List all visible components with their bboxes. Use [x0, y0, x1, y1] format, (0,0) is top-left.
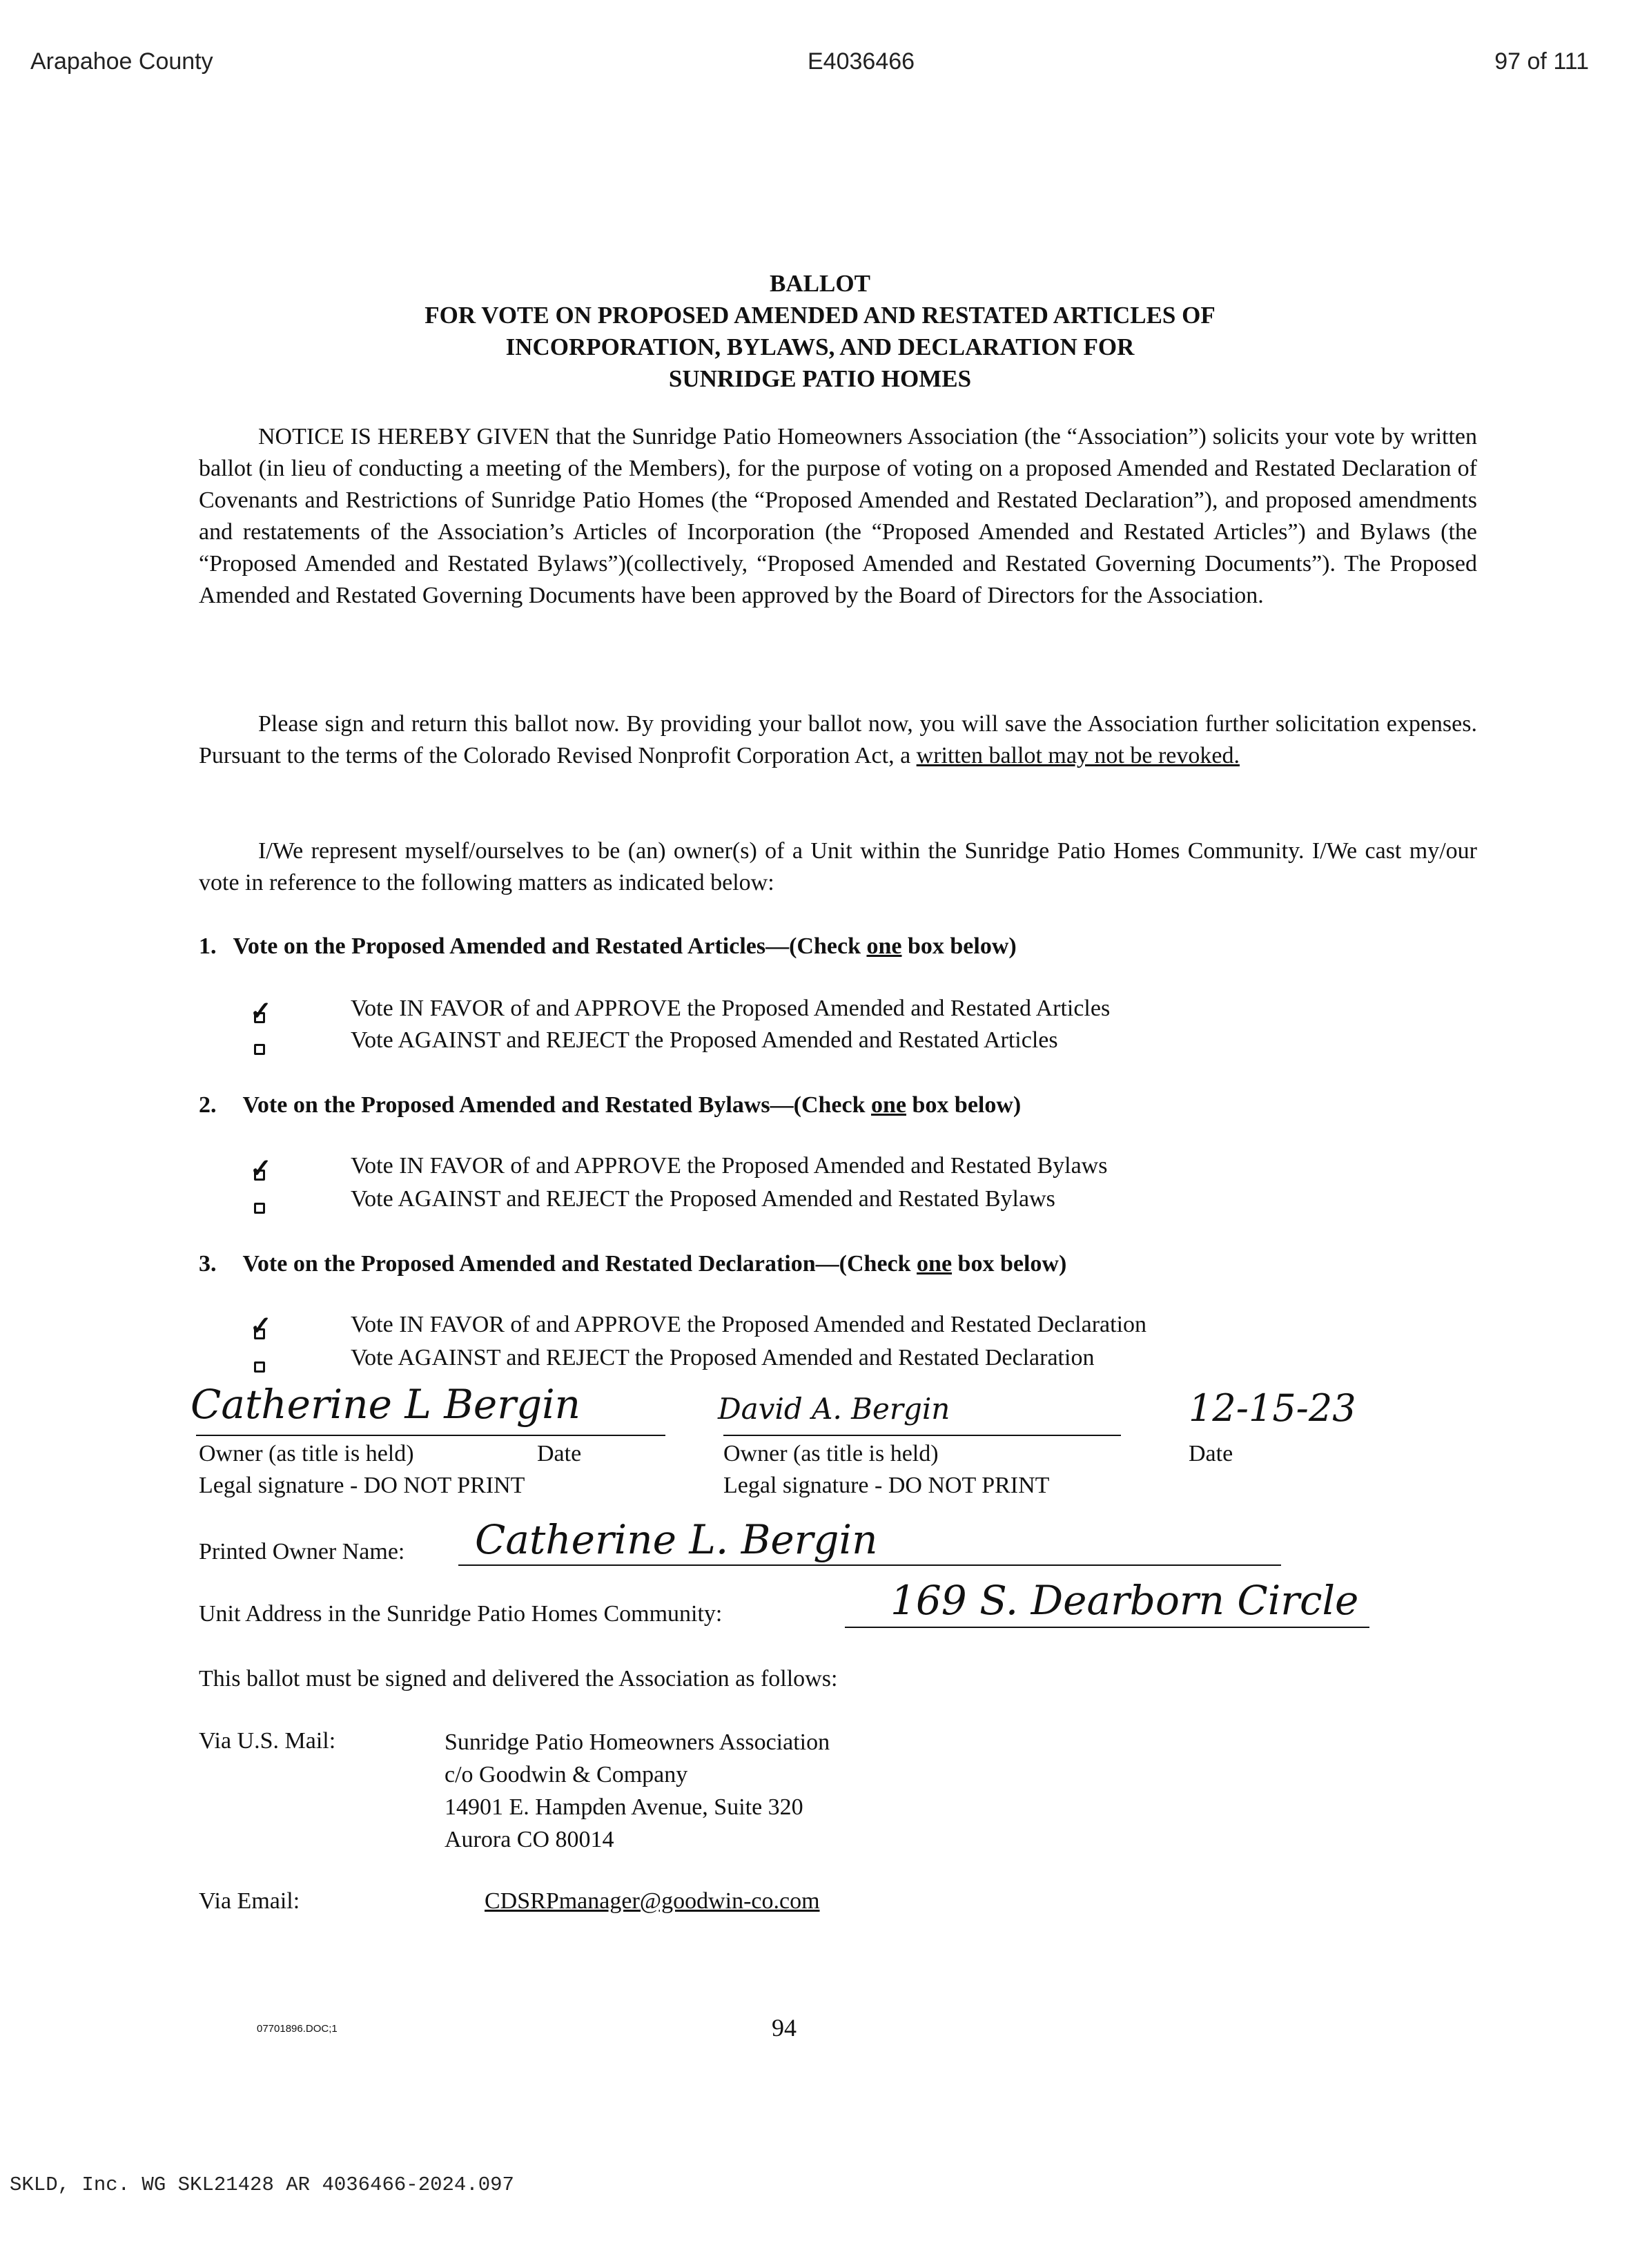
- represent-paragraph: I/We represent myself/ourselves to be (an) owner(s) of a Unit within the Sunridge Patio Homes Community. I/We cast my/our vote in reference to the following matters as indicated below:: [199, 838, 1477, 895]
- ballot-title: BALLOT: [770, 270, 870, 297]
- question-3-heading-text: Vote on the Proposed Amended and Restated Declaration—(Check: [242, 1251, 917, 1277]
- recording-footer: SKLD, Inc. WG SKL21428 AR 4036466-2024.097: [10, 2173, 514, 2196]
- question-3-one: one: [917, 1251, 953, 1277]
- question-1-check-mark: ✓: [250, 997, 272, 1026]
- question-1-one: one: [866, 933, 902, 959]
- question-1-against-label: Vote AGAINST and REJECT the Proposed Amended and Restated Articles: [351, 1027, 1058, 1053]
- unit-address-line: [845, 1627, 1369, 1628]
- ballot-title-line-2: FOR VOTE ON PROPOSED AMENDED AND RESTATED ARTICLES OF: [424, 302, 1216, 329]
- question-2-against-label: Vote AGAINST and REJECT the Proposed Amended and Restated Bylaws: [351, 1186, 1055, 1212]
- question-3-number: 3.: [199, 1251, 217, 1277]
- question-2-check-mark: ✓: [250, 1154, 272, 1183]
- mail-address-line-3: 14901 E. Hampden Avenue, Suite 320: [445, 1794, 803, 1820]
- question-2-heading-end: box below): [906, 1092, 1022, 1118]
- owner-1-date-label: Date: [537, 1441, 582, 1466]
- question-1-against-checkbox[interactable]: [254, 1044, 265, 1055]
- question-1-heading: [199, 933, 1017, 960]
- question-3-against-label: Vote AGAINST and REJECT the Proposed Amended and Restated Declaration: [351, 1345, 1095, 1370]
- email-address-link[interactable]: CDSRPmanager@goodwin-co.com: [485, 1888, 820, 1914]
- mail-address-line-2: c/o Goodwin & Company: [445, 1762, 688, 1787]
- unit-address-value[interactable]: 169 S. Dearborn Circle: [890, 1577, 1359, 1624]
- document-code: 07701896.DOC;1: [257, 2023, 338, 2035]
- question-2-favor-label: Vote IN FAVOR of and APPROVE the Proposed Amended and Restated Bylaws: [351, 1153, 1108, 1179]
- question-1-heading-text: Vote on the Proposed Amended and Restated Articles—(Check: [233, 933, 867, 959]
- question-2-heading-text: Vote on the Proposed Amended and Restated Bylaws—(Check: [242, 1092, 871, 1118]
- please-sign-paragraph: [199, 708, 1477, 772]
- page-number: 94: [772, 2014, 797, 2042]
- question-2-heading: [199, 1092, 1021, 1118]
- mail-label: Via U.S. Mail:: [199, 1728, 336, 1754]
- owner-2-legal-label: Legal signature - DO NOT PRINT: [723, 1473, 1050, 1498]
- owner-2-label: Owner (as title is held): [723, 1441, 939, 1466]
- header-county: Arapahoe County: [30, 48, 213, 75]
- question-3-heading-end: box below): [952, 1251, 1067, 1277]
- printed-name-value[interactable]: Catherine L. Bergin: [475, 1516, 878, 1563]
- ballot-title-line-4: SUNRIDGE PATIO HOMES: [668, 365, 972, 392]
- question-3-check-mark: ✓: [250, 1312, 272, 1341]
- question-3-favor-label: Vote IN FAVOR of and APPROVE the Proposed Amended and Restated Declaration: [351, 1312, 1147, 1337]
- email-label: Via Email:: [199, 1888, 300, 1914]
- question-1-number: 1.: [199, 933, 217, 959]
- delivery-intro: This ballot must be signed and delivered the Association as follows:: [199, 1666, 838, 1692]
- owner-1-signature: Catherine L Bergin: [191, 1381, 580, 1428]
- notice-paragraph: NOTICE IS HEREBY GIVEN that the Sunridge Patio Homeowners Association (the “Association”) solicits your vote by written ballot (in lieu of conducting a meeting of the Members), for the purpose of voting on a proposed Amended and Restated Declaration of Covenants and Restrictions of Sunridge Patio Homes (the “Proposed Amended and Restated Declaration”), and proposed amendments and restatements of the Association’s Articles of Incorporation (the “Proposed Amended and Restated Articles”) and Bylaws (the “Proposed Amended and Restated Bylaws”)(collectively, “Proposed Amended and Restated Governing Documents”). The Proposed Amended and Restated Governing Documents have been approved by the Board of Directors for the Association.: [199, 424, 1477, 608]
- please-sign-text: Please sign and return this ballot now. By providing your ballot now, you will save the Association further solicitation expenses. Pursuant to the terms of the Colorado Revised Nonprofit Corporation Act, a: [199, 711, 1477, 768]
- question-2-one: one: [871, 1092, 906, 1118]
- question-1-favor-label: Vote IN FAVOR of and APPROVE the Proposed Amended and Restated Articles: [351, 996, 1111, 1021]
- printed-name-label: Printed Owner Name:: [199, 1539, 405, 1564]
- question-2-against-checkbox[interactable]: [254, 1203, 265, 1214]
- not-revoked-text: written ballot may not be revoked.: [916, 743, 1240, 768]
- signature-date: 12-15-23: [1189, 1386, 1356, 1430]
- header-page-count: 97 of 111: [1494, 48, 1589, 75]
- owner-2-signature-line: [723, 1435, 1121, 1436]
- printed-name-line: [458, 1564, 1281, 1566]
- header-reception-number: E4036466: [808, 48, 915, 75]
- owner-1-signature-line: [196, 1435, 665, 1436]
- owner-1-label: Owner (as title is held): [199, 1441, 414, 1466]
- question-3-against-checkbox[interactable]: [254, 1361, 265, 1373]
- question-2-number: 2.: [199, 1092, 217, 1118]
- question-1-heading-end: box below): [901, 933, 1017, 959]
- unit-address-label: Unit Address in the Sunridge Patio Homes Community:: [199, 1601, 723, 1627]
- owner-2-date-label: Date: [1189, 1441, 1233, 1466]
- ballot-title-line-3: INCORPORATION, BYLAWS, AND DECLARATION FOR: [505, 333, 1135, 360]
- owner-2-signature: David A. Bergin: [718, 1392, 950, 1426]
- mail-address-line-4: Aurora CO 80014: [445, 1827, 614, 1852]
- question-3-heading: [199, 1251, 1066, 1277]
- mail-address-line-1: Sunridge Patio Homeowners Association: [445, 1729, 830, 1755]
- owner-1-legal-label: Legal signature - DO NOT PRINT: [199, 1473, 525, 1498]
